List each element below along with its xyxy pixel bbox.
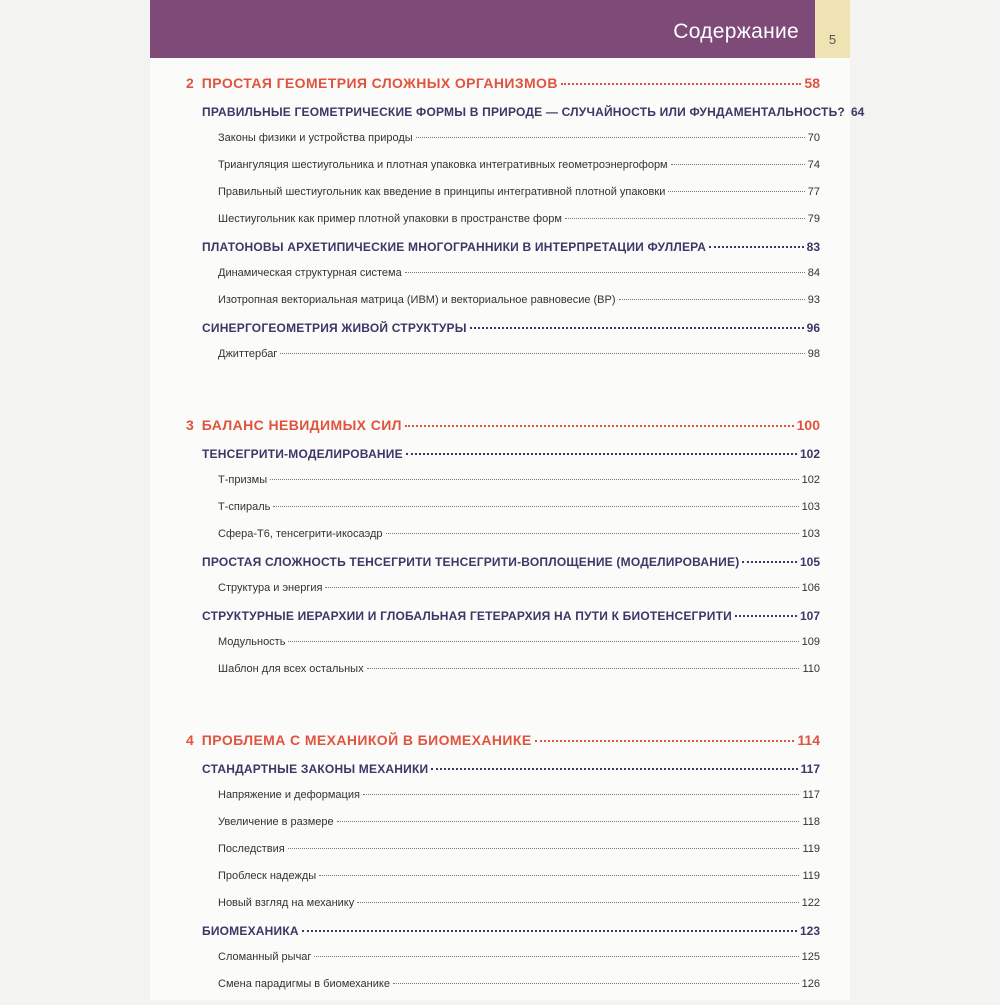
item-page: 125 bbox=[801, 951, 820, 963]
item-page: 74 bbox=[807, 159, 820, 171]
item-page: 70 bbox=[807, 132, 820, 144]
item-page: 118 bbox=[802, 816, 820, 828]
dot-leader bbox=[357, 902, 798, 903]
section-title: СИНЕРГОГЕОМЕТРИЯ ЖИВОЙ СТРУКТУРЫ bbox=[202, 321, 467, 335]
item-title: Модульность bbox=[218, 636, 286, 648]
item-row bbox=[180, 843, 820, 870]
section-row bbox=[180, 924, 820, 951]
dot-leader bbox=[405, 272, 805, 273]
section-page: 102 bbox=[799, 447, 820, 461]
chapter-number: 4 bbox=[186, 732, 194, 748]
item-title: Сломанный рычаг bbox=[218, 951, 312, 963]
item-page: 109 bbox=[801, 636, 820, 648]
header-title: Содержание bbox=[673, 20, 799, 43]
section-row bbox=[180, 609, 820, 636]
section-page: 64 bbox=[850, 105, 865, 119]
section-page: 117 bbox=[800, 762, 820, 776]
chapter-page: 114 bbox=[797, 732, 820, 748]
dot-leader bbox=[619, 299, 805, 300]
section-row bbox=[180, 240, 820, 267]
chapter-title: БАЛАНС НЕВИДИМЫХ СИЛ bbox=[201, 417, 402, 433]
dot-leader bbox=[314, 956, 798, 957]
section-row bbox=[180, 555, 820, 582]
item-page: 98 bbox=[807, 348, 820, 360]
chapter-separator bbox=[180, 690, 820, 730]
item-page: 122 bbox=[801, 897, 820, 909]
item-title: Правильный шестиугольник как введение в принципы интегративной плотной упаковки bbox=[218, 186, 666, 198]
item-title: Напряжение и деформация bbox=[218, 789, 360, 801]
dot-leader bbox=[416, 137, 805, 138]
item-page: 103 bbox=[801, 501, 820, 513]
item-row bbox=[180, 267, 820, 294]
item-row bbox=[180, 186, 820, 213]
item-title: Динамическая структурная система bbox=[218, 267, 402, 279]
item-row bbox=[180, 213, 820, 240]
item-row bbox=[180, 582, 820, 609]
section-page: 123 bbox=[799, 924, 820, 938]
section-page: 83 bbox=[806, 240, 820, 254]
dot-leader bbox=[288, 641, 798, 642]
dot-leader bbox=[319, 875, 799, 876]
item-page: 117 bbox=[802, 789, 820, 801]
dot-leader bbox=[280, 353, 804, 354]
dot-leader bbox=[431, 768, 797, 770]
item-row bbox=[180, 159, 820, 186]
item-page: 119 bbox=[802, 843, 820, 855]
section-title: ПРАВИЛЬНЫЕ ГЕОМЕТРИЧЕСКИЕ ФОРМЫ В ПРИРОДЕ — СЛУЧАЙНОСТЬ ИЛИ ФУНДАМЕНТАЛЬНОСТЬ? bbox=[202, 105, 845, 119]
dot-leader bbox=[742, 561, 797, 563]
item-title: Последствия bbox=[218, 843, 285, 855]
item-row bbox=[180, 897, 820, 924]
chapter-separator bbox=[180, 375, 820, 415]
dot-leader bbox=[470, 327, 804, 329]
item-row bbox=[180, 816, 820, 843]
section-title: ПЛАТОНОВЫ АРХЕТИПИЧЕСКИЕ МНОГОГРАННИКИ В ИНТЕРПРЕТАЦИИ ФУЛЛЕРА bbox=[202, 240, 707, 254]
item-row bbox=[180, 528, 820, 555]
section-row bbox=[180, 447, 820, 474]
item-row bbox=[180, 474, 820, 501]
dot-leader bbox=[325, 587, 798, 588]
section-page: 107 bbox=[799, 609, 820, 623]
item-row bbox=[180, 501, 820, 528]
item-row bbox=[180, 132, 820, 159]
item-title: Новый взгляд на механику bbox=[218, 897, 355, 909]
header-bar bbox=[150, 0, 815, 58]
item-title: Триангуляция шестиугольника и плотная упаковка интегративных геометроэнергоформ bbox=[218, 159, 668, 171]
chapter-row bbox=[180, 415, 820, 447]
dot-leader bbox=[406, 453, 797, 455]
item-title: Структура и энергия bbox=[218, 582, 323, 594]
chapter-number: 2 bbox=[186, 75, 194, 91]
item-title: Сфера-Т6, тенсегрити-икосаэдр bbox=[218, 528, 383, 540]
item-title: Джиттербаг bbox=[218, 348, 278, 360]
chapter-title: ПРОСТАЯ ГЕОМЕТРИЯ СЛОЖНЫХ ОРГАНИЗМОВ bbox=[201, 75, 558, 91]
dot-leader bbox=[668, 191, 804, 192]
item-title: Шестиугольник как пример плотной упаковки в пространстве форм bbox=[218, 213, 562, 225]
item-row bbox=[180, 294, 820, 321]
section-row bbox=[180, 321, 820, 348]
item-row bbox=[180, 870, 820, 897]
chapter-page: 58 bbox=[804, 75, 820, 91]
item-title: Изотропная векториальная матрица (ИВМ) и векториальное равновесие (ВР) bbox=[218, 294, 616, 306]
table-of-contents bbox=[180, 73, 865, 1005]
section-row bbox=[180, 762, 820, 789]
item-page: 102 bbox=[801, 474, 820, 486]
section-title: БИОМЕХАНИКА bbox=[202, 924, 299, 938]
item-page: 79 bbox=[807, 213, 820, 225]
dot-leader bbox=[405, 425, 794, 427]
item-row bbox=[180, 789, 820, 816]
item-page: 93 bbox=[807, 294, 820, 306]
chapter-title: ПРОБЛЕМА С МЕХАНИКОЙ В БИОМЕХАНИКЕ bbox=[201, 732, 532, 748]
section-page: 96 bbox=[806, 321, 820, 335]
dot-leader bbox=[273, 506, 798, 507]
dot-leader bbox=[386, 533, 799, 534]
dot-leader bbox=[367, 668, 800, 669]
section-title: СТАНДАРТНЫЕ ЗАКОНЫ МЕХАНИКИ bbox=[202, 762, 429, 776]
item-page: 119 bbox=[802, 870, 820, 882]
item-row bbox=[180, 348, 820, 375]
dot-leader bbox=[302, 930, 797, 932]
item-title: Увеличение в размере bbox=[218, 816, 334, 828]
dot-leader bbox=[735, 615, 797, 617]
item-title: Шаблон для всех остальных bbox=[218, 663, 364, 675]
item-title: Смена парадигмы в биомеханике bbox=[218, 978, 390, 990]
page-number: 5 bbox=[815, 0, 850, 58]
dot-leader bbox=[270, 479, 799, 480]
section-title: ПРОСТАЯ СЛОЖНОСТЬ ТЕНСЕГРИТИ ТЕНСЕГРИТИ-ВОПЛОЩЕНИЕ (МОДЕЛИРОВАНИЕ) bbox=[202, 555, 740, 569]
dot-leader bbox=[561, 83, 802, 85]
dot-leader bbox=[671, 164, 805, 165]
dot-leader bbox=[565, 218, 805, 219]
item-row bbox=[180, 978, 820, 1005]
section-row bbox=[180, 105, 865, 132]
item-title: Проблеск надежды bbox=[218, 870, 317, 882]
section-title: ТЕНСЕГРИТИ-МОДЕЛИРОВАНИЕ bbox=[202, 447, 403, 461]
dot-leader bbox=[535, 740, 795, 742]
item-row bbox=[180, 636, 820, 663]
item-title: Законы физики и устройства природы bbox=[218, 132, 413, 144]
item-title: Т-спираль bbox=[218, 501, 271, 513]
item-page: 126 bbox=[801, 978, 820, 990]
item-row bbox=[180, 951, 820, 978]
chapter-row bbox=[180, 730, 820, 762]
item-page: 103 bbox=[801, 528, 820, 540]
item-page: 110 bbox=[802, 663, 820, 675]
dot-leader bbox=[288, 848, 800, 849]
item-title: Т-призмы bbox=[218, 474, 268, 486]
dot-leader bbox=[337, 821, 800, 822]
item-page: 77 bbox=[807, 186, 820, 198]
chapter-page: 100 bbox=[796, 417, 820, 433]
item-page: 84 bbox=[807, 267, 820, 279]
item-page: 106 bbox=[801, 582, 820, 594]
item-row bbox=[180, 663, 820, 690]
dot-leader bbox=[709, 246, 803, 248]
chapter-row bbox=[180, 73, 820, 105]
section-title: СТРУКТУРНЫЕ ИЕРАРХИИ И ГЛОБАЛЬНАЯ ГЕТЕРАРХИЯ НА ПУТИ К БИОТЕНСЕГРИТИ bbox=[202, 609, 732, 623]
chapter-number: 3 bbox=[186, 417, 194, 433]
dot-leader bbox=[393, 983, 799, 984]
section-page: 105 bbox=[799, 555, 820, 569]
dot-leader bbox=[363, 794, 800, 795]
